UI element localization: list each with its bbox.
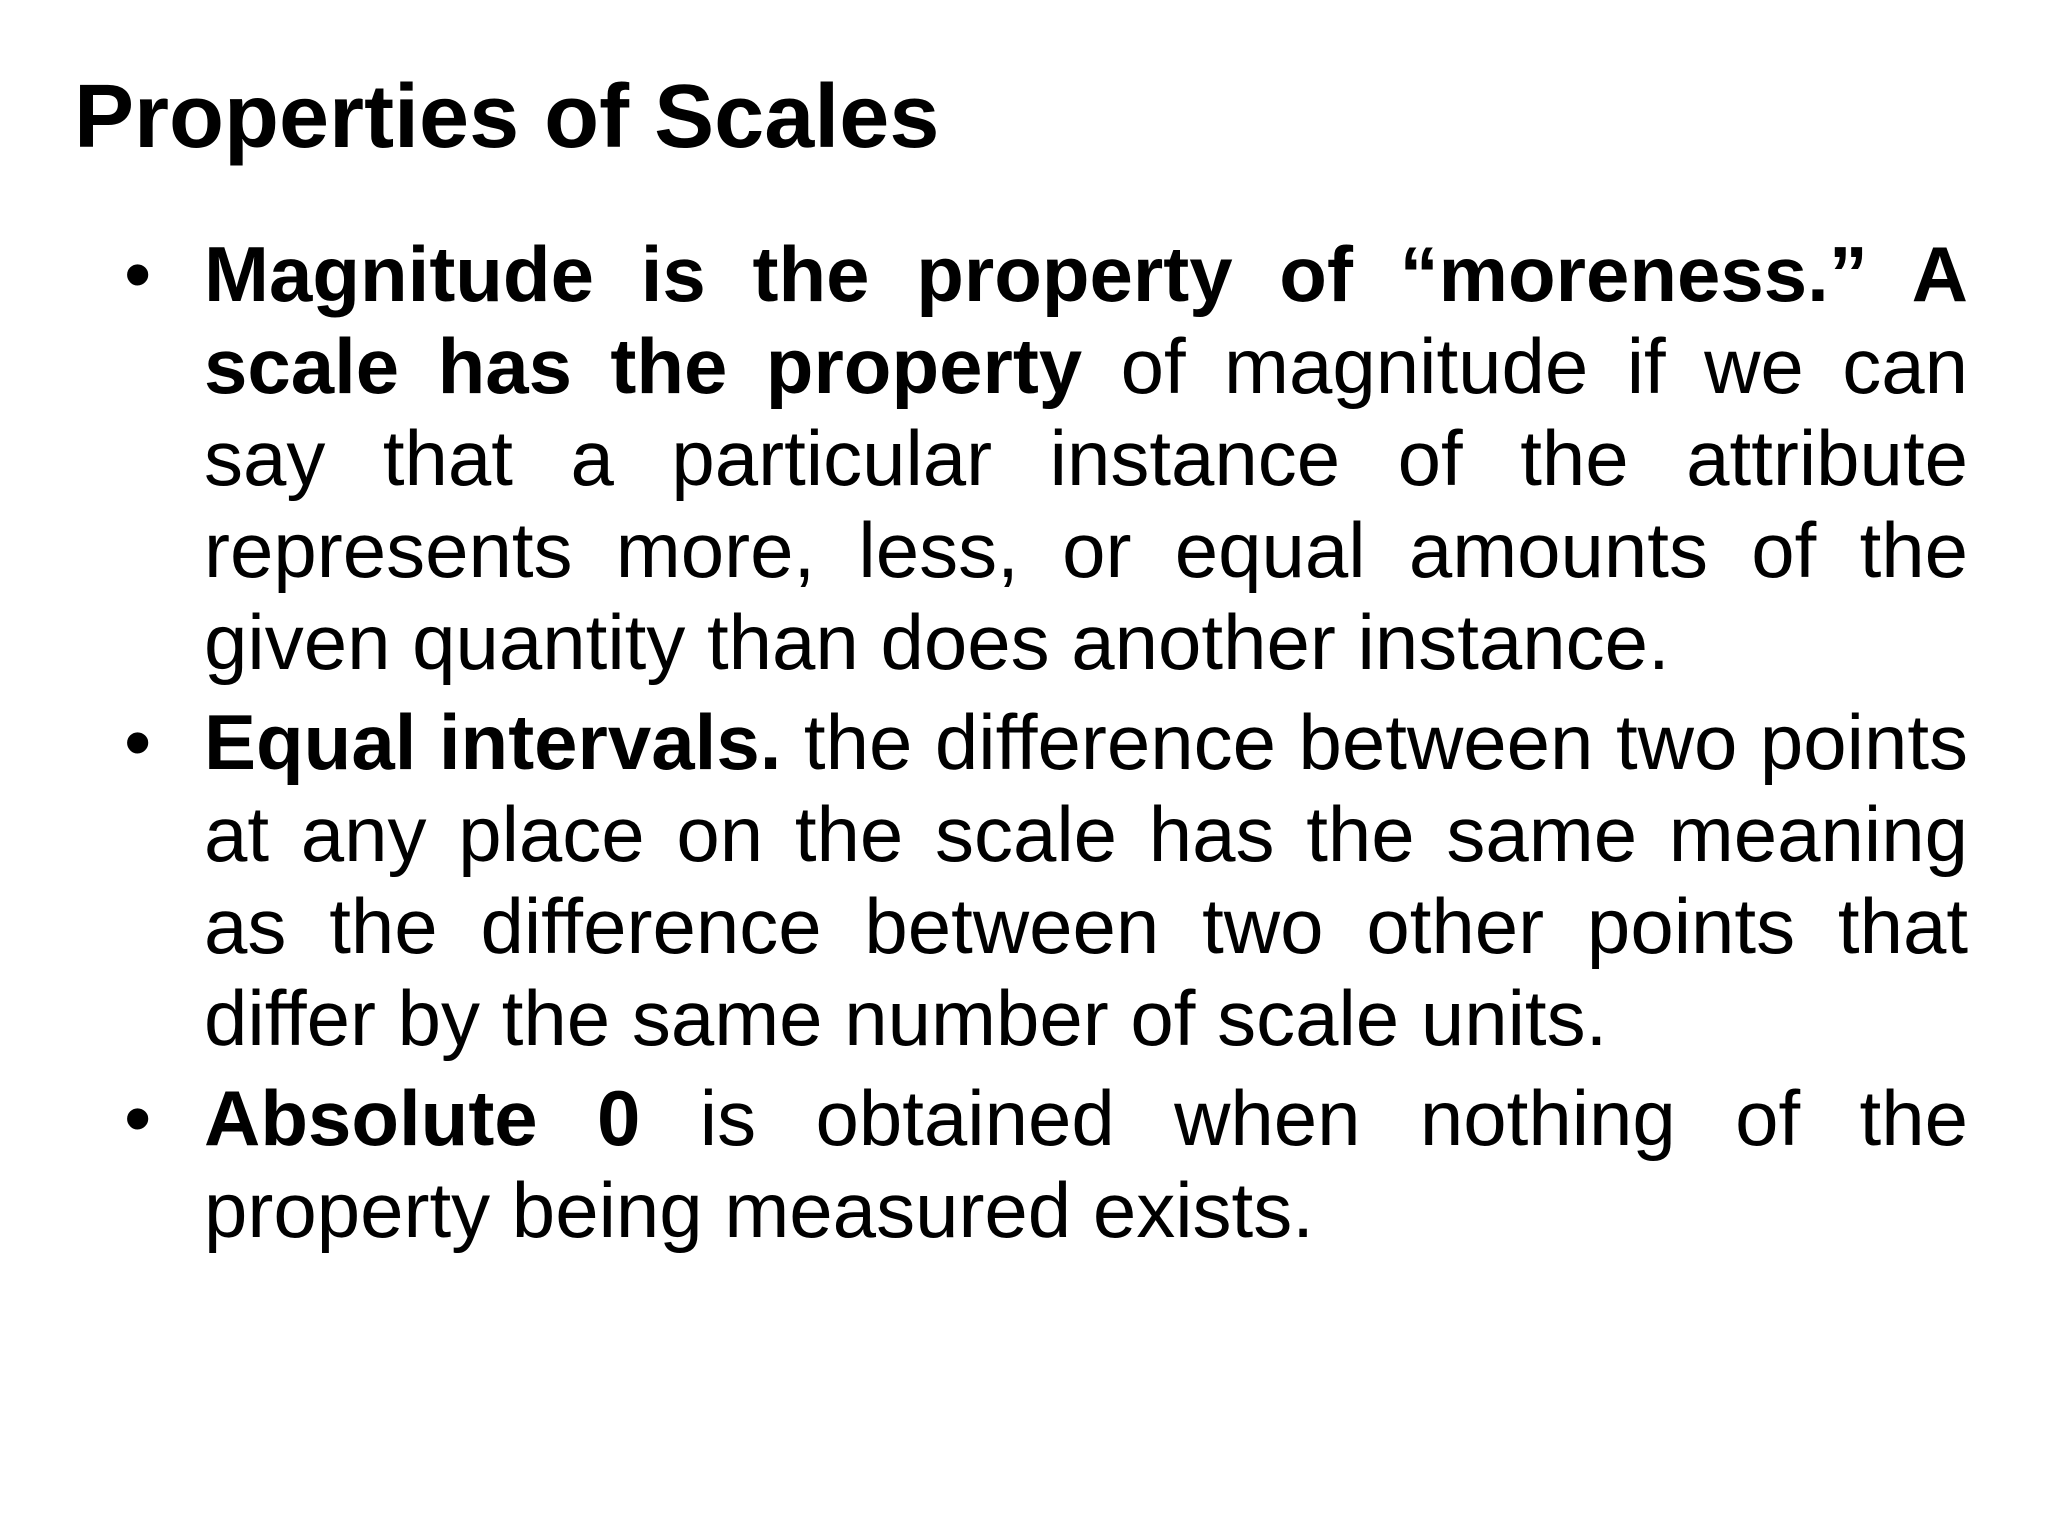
bullet-body-absolute-zero: is obtained when nothing of the property being measured exists.: [204, 1074, 1968, 1254]
bullet-body-magnitude: of magnitude if we can say that a particular instance of the attribute represents more, less, or equal amounts of the given quantity than does another instance.: [204, 322, 1968, 686]
bullet-body-equal-intervals: the difference between two points at any place on the scale has the same meaning as the difference between two other points that differ by the same number of scale units.: [204, 698, 1969, 1062]
bullet-text-equal-intervals: [204, 696, 1968, 1064]
bullet-point-icon: •: [124, 1074, 152, 1162]
bullet-item-absolute-zero: [124, 1072, 1968, 1256]
bullet-text-absolute-zero: [204, 1072, 1968, 1256]
bullet-bold-magnitude: Magnitude is the property of “moreness.” A scale has the property: [204, 230, 1968, 410]
bullet-list: [124, 228, 1968, 1264]
bullet-point-icon: •: [124, 230, 152, 318]
bullet-bold-equal-intervals: Equal intervals.: [204, 698, 782, 786]
bullet-bold-absolute-zero: Absolute 0: [204, 1074, 641, 1162]
bullet-item-magnitude: [124, 228, 1968, 688]
bullet-item-equal-intervals: [124, 696, 1968, 1064]
slide-title: Properties of Scales: [74, 67, 940, 167]
bullet-text-magnitude: [204, 228, 1968, 688]
bullet-point-icon: •: [124, 698, 152, 786]
